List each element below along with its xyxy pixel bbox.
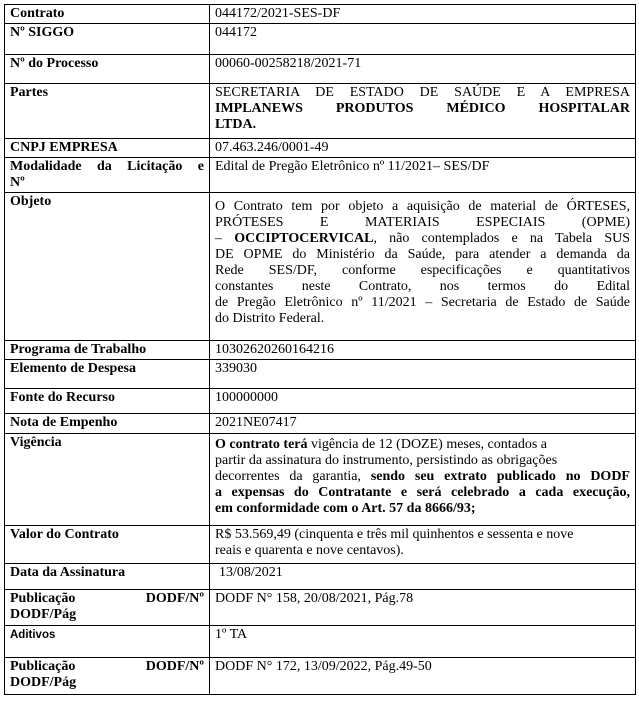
value-cnpj: 07.463.246/0001-49 [210,139,636,158]
objeto-highlight: OCCIPTOCERVICAL [234,231,374,246]
value-modalidade: Edital de Pregão Eletrônico nº 11/2021– SES/DF [210,158,636,193]
valor-line-1: R$ 53.569,49 (cinquenta e três mil quinhentos e sessenta e nove [215,527,574,542]
value-vigencia [210,434,636,526]
row-programa [5,341,636,360]
row-valor [5,526,636,564]
label-publicacao-2 [5,658,210,695]
value-contrato: 044172/2021-SES-DF [210,5,636,24]
publicacao-2-label-b: DODF/Nº [145,659,204,674]
vigencia-line-5: em conformidade com o Art. 57 da 8666/93; [215,501,476,516]
row-contrato [5,5,636,24]
row-elemento [5,360,636,389]
objeto-line-2: PRÓTESES E MATERIAIS ESPECIAIS (OPME) [215,215,630,230]
label-processo: Nº do Processo [5,55,210,84]
label-siggo: Nº SIGGO [5,24,210,55]
objeto-line-3-post: , não contemplados e na Tabela SUS [373,231,631,246]
row-fonte [5,389,636,414]
label-objeto: Objeto [5,193,210,341]
row-objeto [5,193,636,341]
publicacao-2-label-c: DODF/Pág [10,675,77,690]
objeto-line-8: do Distrito Federal. [215,311,325,326]
label-assinatura: Data da Assinatura [5,564,210,590]
row-empenho [5,414,636,434]
objeto-line-3-pre: – [215,231,235,246]
label-modalidade-line-1: Modalidade da Licitação e [10,159,204,174]
contract-table [4,4,636,695]
objeto-line-5: Rede SES/DF, conforme especificações e quantitativos [215,263,630,278]
label-aditivos: Aditivos [5,626,210,658]
vigencia-line-1 [215,437,630,453]
publicacao-1-label-line-1 [10,591,204,607]
label-valor: Valor do Contrato [5,526,210,564]
publicacao-1-label-a: Publicação [10,591,76,606]
value-empenho: 2021NE07417 [210,414,636,434]
value-programa: 10302620260164216 [210,341,636,360]
publicacao-1-label-b: DODF/Nº [145,591,204,606]
row-processo [5,55,636,84]
label-modalidade [5,158,210,193]
value-publicacao-2: DODF N° 172, 13/09/2022, Pág.49-50 [210,658,636,695]
objeto-line-4: DE OPME do Ministério da Saúde, para atender a demanda da [215,247,630,262]
row-partes [5,84,636,139]
objeto-line-7: de Pregão Eletrônico nº 11/2021 – Secretaria de Estado de Saúde [215,295,630,310]
row-siggo [5,24,636,55]
value-assinatura: 13/08/2021 [210,564,636,590]
value-aditivos: 1º TA [210,626,636,658]
row-publicacao-2 [5,658,636,695]
label-publicacao-1 [5,590,210,626]
row-cnpj [5,139,636,158]
objeto-line-3 [215,231,630,247]
label-partes: Partes [5,84,210,139]
value-siggo: 044172 [210,24,636,55]
label-programa: Programa de Trabalho [5,341,210,360]
value-fonte: 100000000 [210,389,636,414]
row-modalidade [5,158,636,193]
partes-company-suffix: LTDA. [215,117,257,132]
vigencia-lead: O contrato terá [215,437,308,452]
value-valor [210,526,636,564]
label-cnpj: CNPJ EMPRESA [5,139,210,158]
publicacao-2-label-line-1 [10,659,204,675]
value-objeto [210,193,636,341]
row-publicacao-1 [5,590,636,626]
label-fonte: Fonte do Recurso [5,389,210,414]
value-publicacao-1: DODF N° 158, 20/08/2021, Pág.78 [210,590,636,626]
vigencia-line-1-rest: vigência de 12 (DOZE) meses, contados a [307,437,548,452]
value-elemento: 339030 [210,360,636,389]
vigencia-line-4: a expensas do Contratante e será celebrado a cada execução, [215,485,630,500]
objeto-line-6: constantes neste Contrato, nos termos do Edital [215,279,630,294]
label-empenho: Nota de Empenho [5,414,210,434]
value-processo: 00060-00258218/2021-71 [210,55,636,84]
row-aditivos [5,626,636,658]
publicacao-1-label-c: DODF/Pág [10,607,77,622]
row-assinatura [5,564,636,590]
row-vigencia [5,434,636,526]
vigencia-line-3-pre: decorrentes da garantia, [215,469,371,484]
publicacao-2-label-a: Publicação [10,659,76,674]
objeto-line-1: O Contrato tem por objeto a aquisição de material de ÓRTESES, [215,199,630,214]
label-vigencia: Vigência [5,434,210,526]
value-partes [210,84,636,139]
vigencia-line-3 [215,469,630,485]
label-elemento: Elemento de Despesa [5,360,210,389]
partes-line-1: SECRETARIA DE ESTADO DE SAÚDE E A EMPRESA [215,85,630,100]
label-contrato: Contrato [5,5,210,24]
vigencia-publication-note: sendo seu extrato publicado no DODF [370,469,630,484]
vigencia-line-2: partir da assinatura do instrumento, persistindo as obrigações [215,453,558,468]
partes-company-name: IMPLANEWS PRODUTOS MÉDICO HOSPITALAR [215,101,630,116]
label-modalidade-line-2: Nº [10,175,25,190]
valor-line-2: reais e quarenta e nove centavos). [215,543,404,558]
